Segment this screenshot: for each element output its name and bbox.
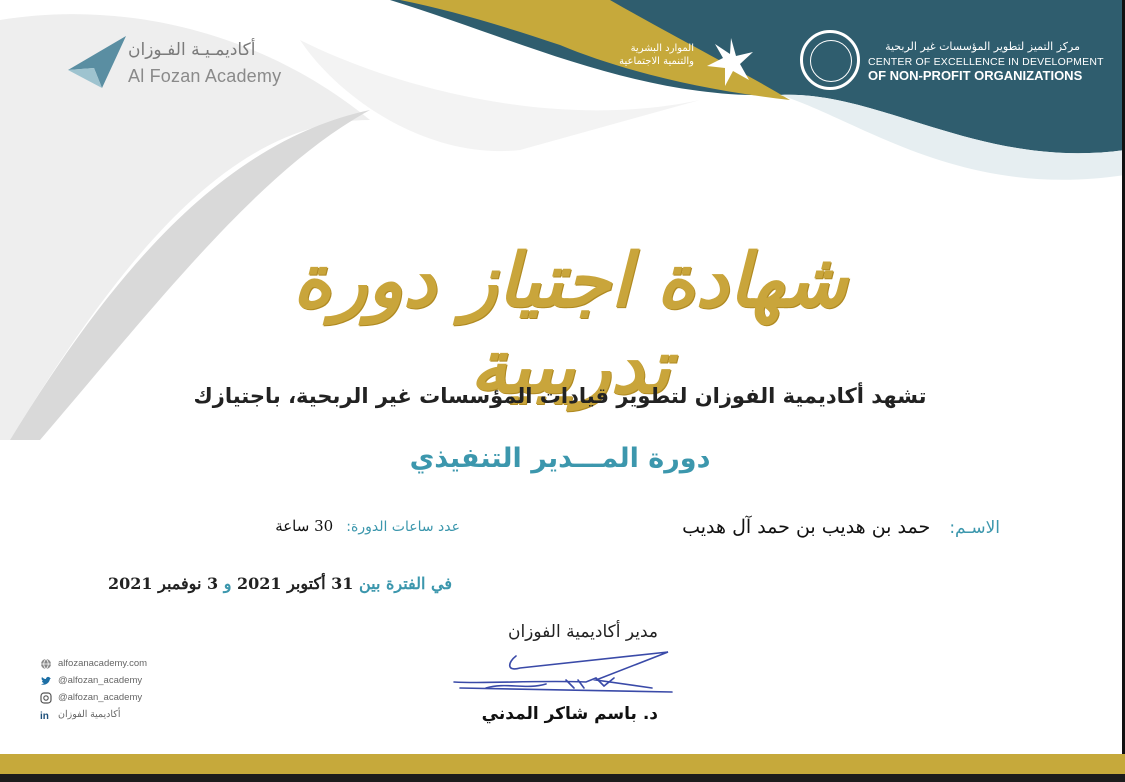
hrd-logo-text <box>594 42 694 68</box>
coe-english-line2: OF NON-PROFIT ORGANIZATIONS <box>868 68 1083 83</box>
contact-website[interactable] <box>40 655 147 672</box>
coe-arabic-name: مركز التميز لتطوير المؤسسات غير الربحية <box>885 40 1080 53</box>
period-end: 3 نوفمبر 2021 <box>108 574 219 593</box>
course-name: دورة المـــدير التنفيذي <box>409 443 711 474</box>
instagram-text: @alfozan_academy <box>58 692 143 703</box>
director-signature <box>446 644 678 700</box>
director-name: د. باسم شاكر المدني <box>481 704 658 724</box>
contact-list <box>40 655 147 723</box>
hrd-line2: والتنمية الاجتماعية <box>619 56 694 67</box>
coe-english-line1: CENTER OF EXCELLENCE IN DEVELOPMENT <box>868 56 1104 68</box>
instagram-icon <box>40 692 52 704</box>
course-period <box>100 574 452 593</box>
contact-linkedin[interactable] <box>40 706 147 723</box>
linkedin-icon <box>40 709 52 721</box>
certificate-subtitle: تشهد أكاديمية الفوزان لتطوير قيادات المؤسسات غير الربحية، باجتيازك <box>193 384 927 408</box>
coe-seal-icon <box>800 30 860 90</box>
globe-icon <box>40 658 52 670</box>
twitter-icon <box>40 675 52 687</box>
name-label: الاسـم: <box>949 518 1000 538</box>
website-text: alfozanacademy.com <box>58 658 148 669</box>
alfozan-arabic-name: أكاديمـيـة الفـوزان <box>128 40 256 60</box>
hrd-line1: الموارد البشرية <box>630 43 694 54</box>
period-and: و <box>223 574 232 593</box>
recipient-name-row <box>600 516 1000 538</box>
certificate-title: شهادة اجتياز دورة تدريبية <box>292 238 848 410</box>
alfozan-logo-icon <box>66 34 128 90</box>
hrd-star-icon <box>700 34 762 90</box>
hours-value: 30 ساعة <box>275 517 334 535</box>
period-prefix: في الفترة بين <box>358 574 452 593</box>
twitter-text: @alfozan_academy <box>58 675 143 686</box>
course-hours-row <box>220 516 460 535</box>
linkedin-text: أكاديمية الفوزان <box>58 709 121 720</box>
bottom-band <box>0 754 1125 782</box>
hours-label: عدد ساعات الدورة: <box>346 519 460 535</box>
recipient-name: حمد بن هديب بن حمد آل هديب <box>682 516 931 538</box>
contact-twitter[interactable] <box>40 672 147 689</box>
contact-instagram[interactable] <box>40 689 147 706</box>
period-start: 31 أكتوبر 2021 <box>237 574 354 593</box>
director-title: مدير أكاديمية الفوزان <box>507 622 658 642</box>
alfozan-english-name: Al Fozan Academy <box>128 66 282 86</box>
svg-text:in: in <box>40 710 49 721</box>
